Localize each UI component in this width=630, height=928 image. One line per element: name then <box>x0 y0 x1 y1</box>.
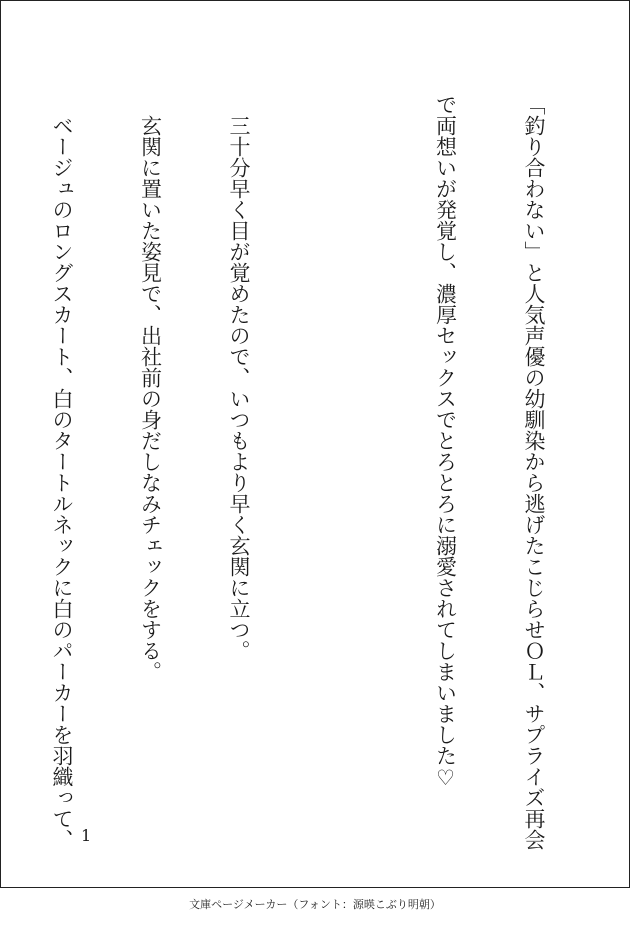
vertical-text-body <box>0 94 607 850</box>
text-column-body-3: ベージュのロングスカート、白のタートルネックに白のパーカーを羽織って、 <box>50 94 74 850</box>
footer-caption: 文庫ページメーカー（フォント：源暎こぶり明朝） <box>189 898 441 911</box>
text-column-title-2: で両想いが発覚し、濃厚セックスでとろとろに溺愛されてしまいました♡ <box>433 94 458 790</box>
text-column-body-2: 玄関に置いた姿見で、出社前の身だしなみチェックをする。 <box>138 94 163 682</box>
page-number: 1 <box>81 826 92 845</box>
text-column-body-1: 三十分早く目が覚めたので、いつもより早く玄関に立つ。 <box>227 94 251 661</box>
text-column-title-1: 「釣り合わない」と人気声優の幼馴染から逃げたこじらせＯＬ、サプライズ再会 <box>522 94 546 850</box>
